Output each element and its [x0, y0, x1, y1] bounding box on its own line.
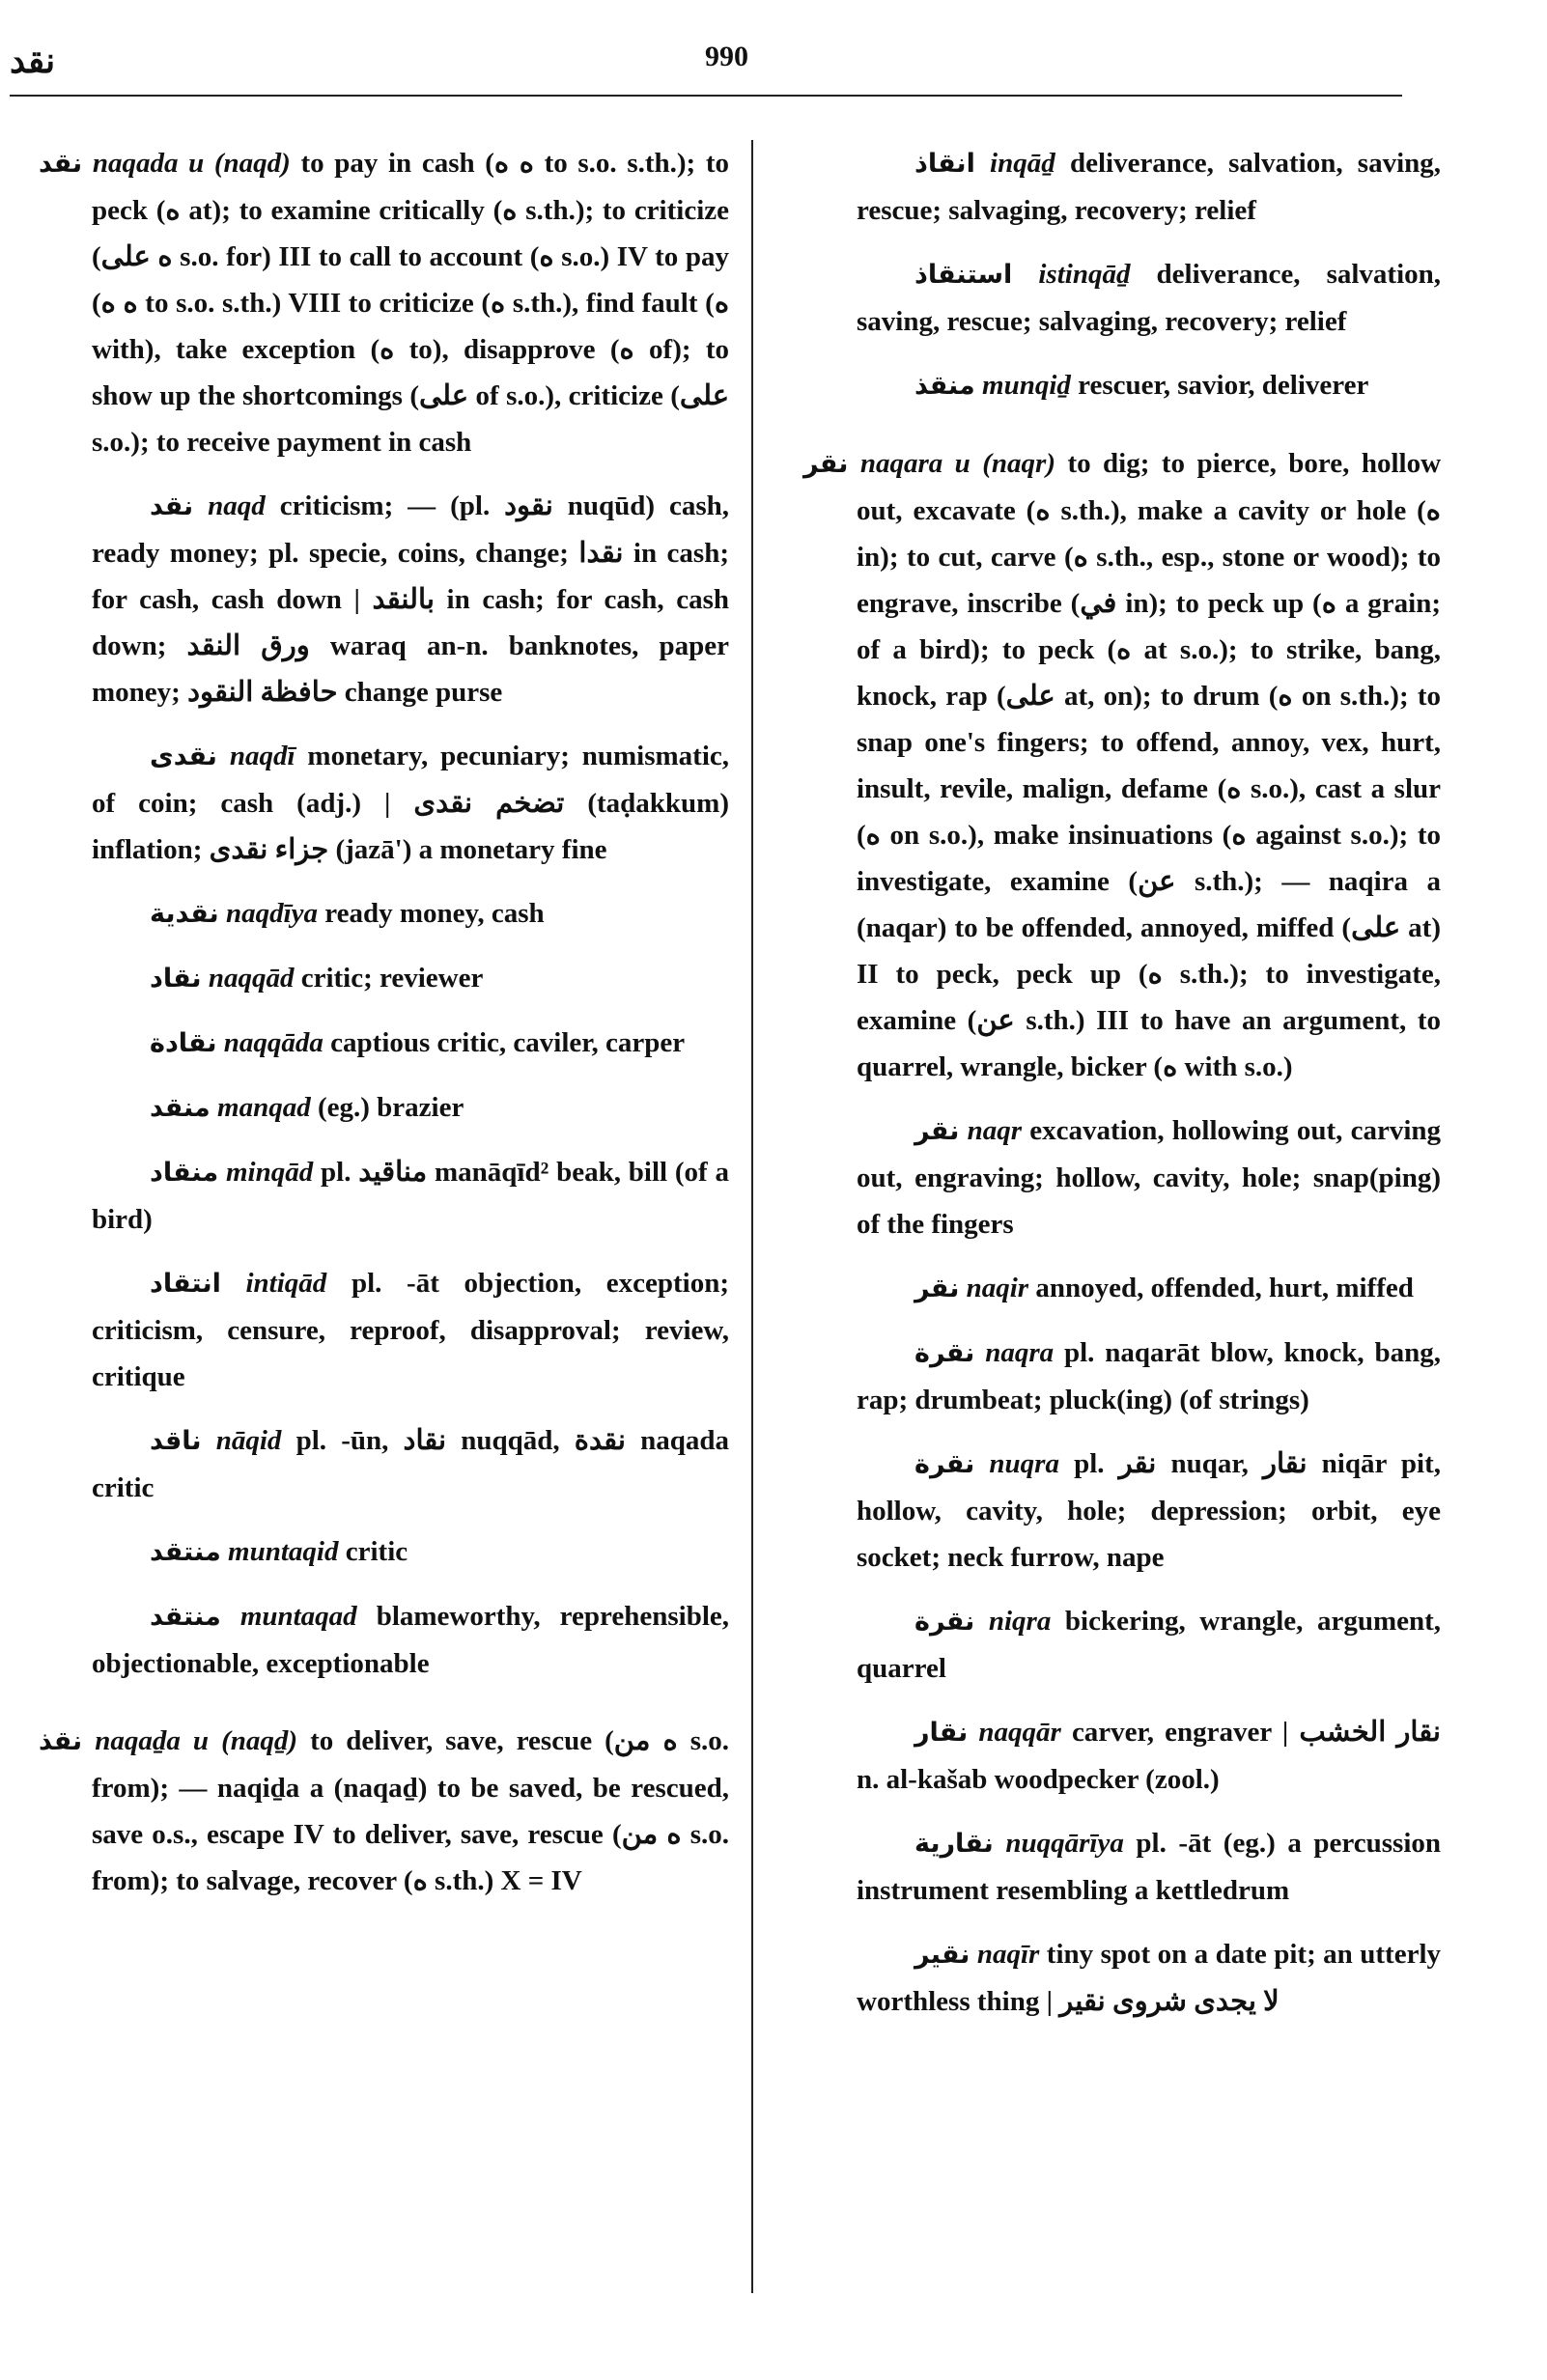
dictionary-entry — [39, 1593, 729, 1687]
entry-arabic: نقار — [914, 1718, 969, 1748]
column-divider — [751, 140, 753, 2293]
entry-arabic: منتقد — [150, 1602, 221, 1632]
entry-definition: blameworthy, reprehensible, objectionable, exceptionable — [92, 1601, 730, 1679]
entry-definition: (eg.) brazier — [317, 1092, 464, 1123]
entry-definition: captious critic, caviler, carper — [330, 1027, 686, 1058]
entry-definition: annoyed, offended, hurt, miffed — [1035, 1273, 1414, 1303]
dictionary-entry — [39, 1260, 729, 1400]
entry-transliteration: minqād — [225, 1157, 314, 1188]
entry-arabic: منقد — [150, 1093, 211, 1123]
page-number: 990 — [705, 41, 748, 72]
dictionary-entry — [39, 483, 729, 715]
entry-definition: carver, engraver | نقار الخشب n. al-kašab woodpecker (zool.) — [857, 1717, 1442, 1795]
entry-arabic: منقاد — [150, 1158, 219, 1188]
dictionary-entry — [39, 1149, 729, 1243]
entry-arabic: نقدى — [150, 742, 217, 771]
entry-arabic: استنقاذ — [914, 260, 1013, 290]
entry-definition: deliverance, salvation, saving, rescue; salvaging, recovery; relief — [857, 148, 1442, 226]
entry-definition: critic; reviewer — [300, 963, 484, 994]
entry-definition: to pay in cash (ه ه to s.o. s.th.); to peck (ه at); to examine critically (ه s.th.); to criticize (ه على s.o. for) III to call to account (ه s.o.) IV to pay (ه ه to s.o. s.th.) VIII to criticize (ه s.th.), find fault (ه with), take exception (ه to), disapprove (ه of); to show up the shortcomings (على of s.o.), criticize (على s.o.); to receive payment in cash — [92, 148, 730, 458]
right-column — [803, 140, 1441, 2042]
entry-transliteration: inqāḏ — [990, 148, 1055, 179]
dictionary-entry — [39, 1084, 729, 1132]
entry-definition: pl. نقر nuqar, نقار niqār pit, hollow, cavity, hole; depression; orbit, eye socket; neck furrow, nape — [857, 1448, 1441, 1573]
entry-arabic: نقير — [914, 1940, 970, 1970]
left-column — [39, 140, 729, 1921]
entry-arabic: نقدية — [150, 899, 219, 929]
entry-arabic: انقاذ — [914, 149, 975, 179]
entry-arabic: نقارية — [914, 1829, 994, 1859]
dictionary-entry — [803, 1330, 1441, 1423]
dictionary-entry — [803, 440, 1441, 1090]
dictionary-entry — [39, 1417, 729, 1511]
entry-definition: ready money, cash — [324, 898, 545, 929]
entry-definition: excavation, hollowing out, carving out, engraving; hollow, cavity, hole; snap(ping) of the fingers — [857, 1115, 1442, 1240]
entry-definition: to deliver, save, rescue (ه من s.o. from); — naqiḏa a (naqaḏ) to be saved, be rescued, save o.s., escape IV to deliver, save, rescue (ه من s.o. from); to salvage, recover (ه s.th.) X = IV — [92, 1725, 729, 1896]
entry-definition: bickering, wrangle, argument, quarrel — [857, 1606, 1442, 1684]
entry-definition: deliverance, salvation, saving, rescue; salvaging, recovery; relief — [857, 259, 1442, 337]
dictionary-entry — [803, 251, 1441, 345]
entry-definition: rescuer, savior, deliverer — [1078, 370, 1369, 401]
entry-transliteration: munqiḏ — [982, 370, 1071, 401]
dictionary-entry — [803, 1107, 1441, 1247]
dictionary-entry — [39, 1528, 729, 1576]
entry-arabic: نقرة — [914, 1607, 975, 1637]
dictionary-entry — [39, 733, 729, 873]
entry-transliteration: naqqād — [208, 963, 295, 994]
dictionary-entry — [803, 1820, 1441, 1914]
entry-transliteration: manqad — [217, 1092, 311, 1123]
entry-arabic: نقذ — [39, 1726, 83, 1756]
entry-transliteration: naqr — [967, 1115, 1023, 1146]
entry-arabic: نقد — [39, 149, 83, 179]
entry-arabic: منتقد — [150, 1537, 221, 1567]
entry-transliteration: naqada u (naqd) — [92, 148, 291, 179]
dictionary-entry — [803, 1265, 1441, 1312]
entry-arabic: ناقد — [150, 1426, 202, 1456]
dictionary-entry — [803, 1709, 1441, 1803]
entry-arabic: نقرة — [914, 1449, 975, 1479]
entry-transliteration: nuqqārīya — [1005, 1828, 1124, 1859]
dictionary-entry — [39, 890, 729, 938]
entry-transliteration: naqra — [985, 1337, 1055, 1368]
entry-definition: to dig; to pierce, bore, hollow out, excavate (ه s.th.), make a cavity or hole (ه in); to cut, carve (ه s.th., esp., stone or wood); to engrave, inscribe (في in); to peck up (ه a grain; of a bird); to peck (ه at s.o.); to strike, bang, knock, rap (على at, on); to drum (ه on s.th.); to snap one's fingers; to offend, annoy, vex, hurt, insult, revile, malign, defame (ه s.o.), cast a slur (ه on s.o.), make insinuations (ه against s.o.); to investigate, examine (عن s.th.); — naqira a (naqar) to be offended, annoyed, miffed (على at) II to peck, peck up (ه s.th.); to investigate, examine (عن s.th.) III to have an argument, to quarrel, wrangle, bicker (ه with s.o.) — [857, 448, 1442, 1082]
entry-arabic: نقر — [914, 1116, 960, 1146]
entry-definition: critic — [345, 1536, 408, 1567]
entry-transliteration: naqīr — [976, 1939, 1040, 1970]
dictionary-entry — [39, 1718, 729, 1904]
entry-transliteration: nāqid — [215, 1425, 282, 1456]
entry-arabic: نقر — [914, 1274, 960, 1303]
entry-definition: pl. -āt objection, exception; criticism, censure, reproof, disapproval; review, critique — [92, 1268, 730, 1392]
header-rule — [10, 95, 1402, 97]
entry-transliteration: muntaqid — [228, 1536, 339, 1567]
entry-transliteration: naqir — [966, 1273, 1029, 1303]
entry-arabic: منقذ — [914, 371, 975, 401]
entry-transliteration: naqdī — [229, 741, 295, 771]
entry-transliteration: naqara u (naqr) — [859, 448, 1055, 479]
entry-definition: monetary, pecuniary; numismatic, of coin; cash (adj.) | تضخم نقدى (taḍakkum) inflation; جزاء نقدى (jazā') a monetary fine — [92, 741, 730, 865]
entry-arabic: نقادة — [150, 1028, 217, 1058]
entry-transliteration: naqaḏa u (naqḏ) — [95, 1725, 298, 1756]
entry-transliteration: naqqār — [978, 1717, 1061, 1748]
dictionary-entry — [39, 140, 729, 465]
dictionary-entry — [803, 362, 1441, 409]
dictionary-entry — [39, 1020, 729, 1067]
entry-transliteration: niqra — [988, 1606, 1052, 1637]
dictionary-entry — [803, 140, 1441, 234]
dictionary-entry — [803, 1598, 1441, 1692]
entry-arabic: انتقاد — [150, 1269, 221, 1299]
entry-transliteration: istinqāḏ — [1038, 259, 1131, 290]
entry-definition: tiny spot on a date pit; an utterly worthless thing | لا يجدى شروى نقير — [857, 1939, 1442, 2017]
entry-definition: pl. -ūn, نقاد nuqqād, نقدة naqada critic — [92, 1425, 729, 1503]
entry-definition: criticism; — (pl. نقود nuqūd) cash, ready money; pl. specie, coins, change; نقدا in cash; for cash, cash down | بالنقد in cash; for cash, cash down; ورق النقد waraq an-n. banknotes, paper money; حافظة النقود change purse — [92, 490, 730, 708]
entry-definition: pl. مناقيد manāqīd² beak, bill (of a bird) — [92, 1157, 729, 1235]
entry-arabic: نقرة — [914, 1338, 975, 1368]
dictionary-entry — [803, 1441, 1441, 1581]
entry-arabic: نقر — [803, 449, 849, 479]
entry-definition: pl. naqarāt blow, knock, bang, rap; drumbeat; pluck(ing) (of strings) — [857, 1337, 1441, 1415]
entry-transliteration: naqqāda — [223, 1027, 323, 1058]
entry-transliteration: muntaqad — [239, 1601, 357, 1632]
entry-arabic: نقد — [150, 491, 194, 521]
entry-transliteration: naqdīya — [225, 898, 318, 929]
entry-arabic: نقاد — [150, 964, 202, 994]
entry-transliteration: intiqād — [245, 1268, 327, 1299]
entry-definition: pl. -āt (eg.) a percussion instrument resembling a kettledrum — [857, 1828, 1441, 1906]
entry-transliteration: naqd — [208, 490, 266, 521]
entry-transliteration: nuqra — [989, 1448, 1059, 1479]
dictionary-entry — [803, 1931, 1441, 2025]
running-head-arabic: نقد — [10, 42, 56, 80]
dictionary-entry — [39, 955, 729, 1002]
